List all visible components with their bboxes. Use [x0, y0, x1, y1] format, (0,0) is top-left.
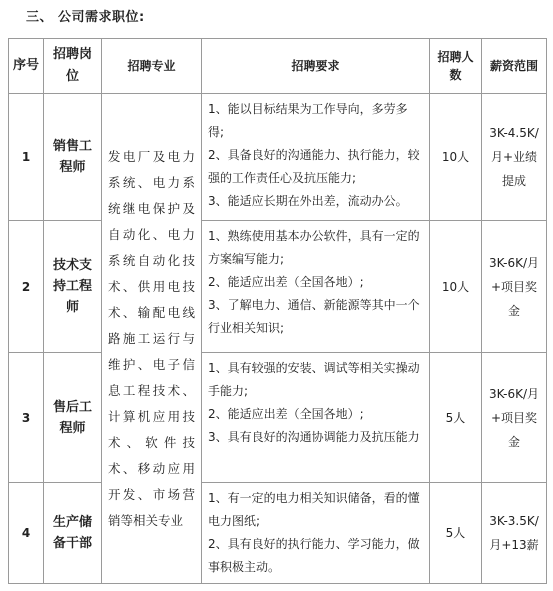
row-count: 5人	[430, 483, 482, 584]
row-position: 技术支持工程师	[44, 221, 102, 353]
requirement-item: 2、能适应出差（全国各地）;	[208, 275, 364, 289]
requirement-item: 3、能适应长期在外出差，流动办公。	[208, 194, 408, 208]
row-salary: 3K-3.5K/月+13薪	[482, 483, 547, 584]
header-count: 招聘人数	[430, 39, 482, 94]
requirement-item: 3、具有良好的沟通协调能力及抗压能力	[208, 430, 420, 444]
row-position: 销售工程师	[44, 94, 102, 221]
row-requirements	[202, 221, 430, 353]
shared-major-cell: 发电厂及电力系统、电力系统继电保护及自动化、电力系统自动化技术、供用电技术、输配电线路施工运行与维护、电子信息工程技术、计算机应用技术、软件技术、移动应用开发、市场营销等相关专业	[102, 94, 202, 584]
header-major: 招聘专业	[102, 39, 202, 94]
requirement-item: 1、熟练使用基本办公软件，具有一定的方案编写能力;	[208, 229, 420, 266]
header-requirements: 招聘要求	[202, 39, 430, 94]
header-salary: 薪资范围	[482, 39, 547, 94]
row-index: 3	[9, 353, 44, 483]
row-requirements	[202, 483, 430, 584]
row-requirements	[202, 353, 430, 483]
row-salary: 3K-6K/月+项目奖金	[482, 221, 547, 353]
requirement-item: 3、了解电力、通信、新能源等其中一个行业相关知识;	[208, 298, 420, 335]
table-row	[9, 353, 547, 483]
table-row	[9, 94, 547, 221]
requirement-item: 2、能适应出差（全国各地）;	[208, 407, 364, 421]
section-heading: 三、 公司需求职位:	[26, 10, 145, 25]
row-index: 4	[9, 483, 44, 584]
row-salary: 3K-6K/月+项目奖金	[482, 353, 547, 483]
header-position: 招聘岗位	[44, 39, 102, 94]
requirement-item: 2、具备良好的沟通能力、执行能力，较强的工作责任心及抗压能力;	[208, 148, 420, 185]
row-position: 售后工程师	[44, 353, 102, 483]
table-header-row	[9, 39, 547, 94]
requirement-item: 2、具有良好的执行能力、学习能力，做事积极主动。	[208, 537, 420, 574]
job-openings-table	[8, 38, 547, 584]
table-row	[9, 483, 547, 584]
row-count: 5人	[430, 353, 482, 483]
row-count: 10人	[430, 94, 482, 221]
row-position: 生产储备干部	[44, 483, 102, 584]
header-index: 序号	[9, 39, 44, 94]
requirement-item: 1、能以目标结果为工作导向，多劳多得;	[208, 102, 408, 139]
row-index: 2	[9, 221, 44, 353]
table-row	[9, 221, 547, 353]
requirement-item: 1、有一定的电力相关知识储备，看的懂电力图纸;	[208, 491, 420, 528]
row-requirements	[202, 94, 430, 221]
row-salary: 3K-4.5K/月+业绩提成	[482, 94, 547, 221]
requirement-item: 1、具有较强的安装、调试等相关实操动手能力;	[208, 361, 420, 398]
row-count: 10人	[430, 221, 482, 353]
row-index: 1	[9, 94, 44, 221]
